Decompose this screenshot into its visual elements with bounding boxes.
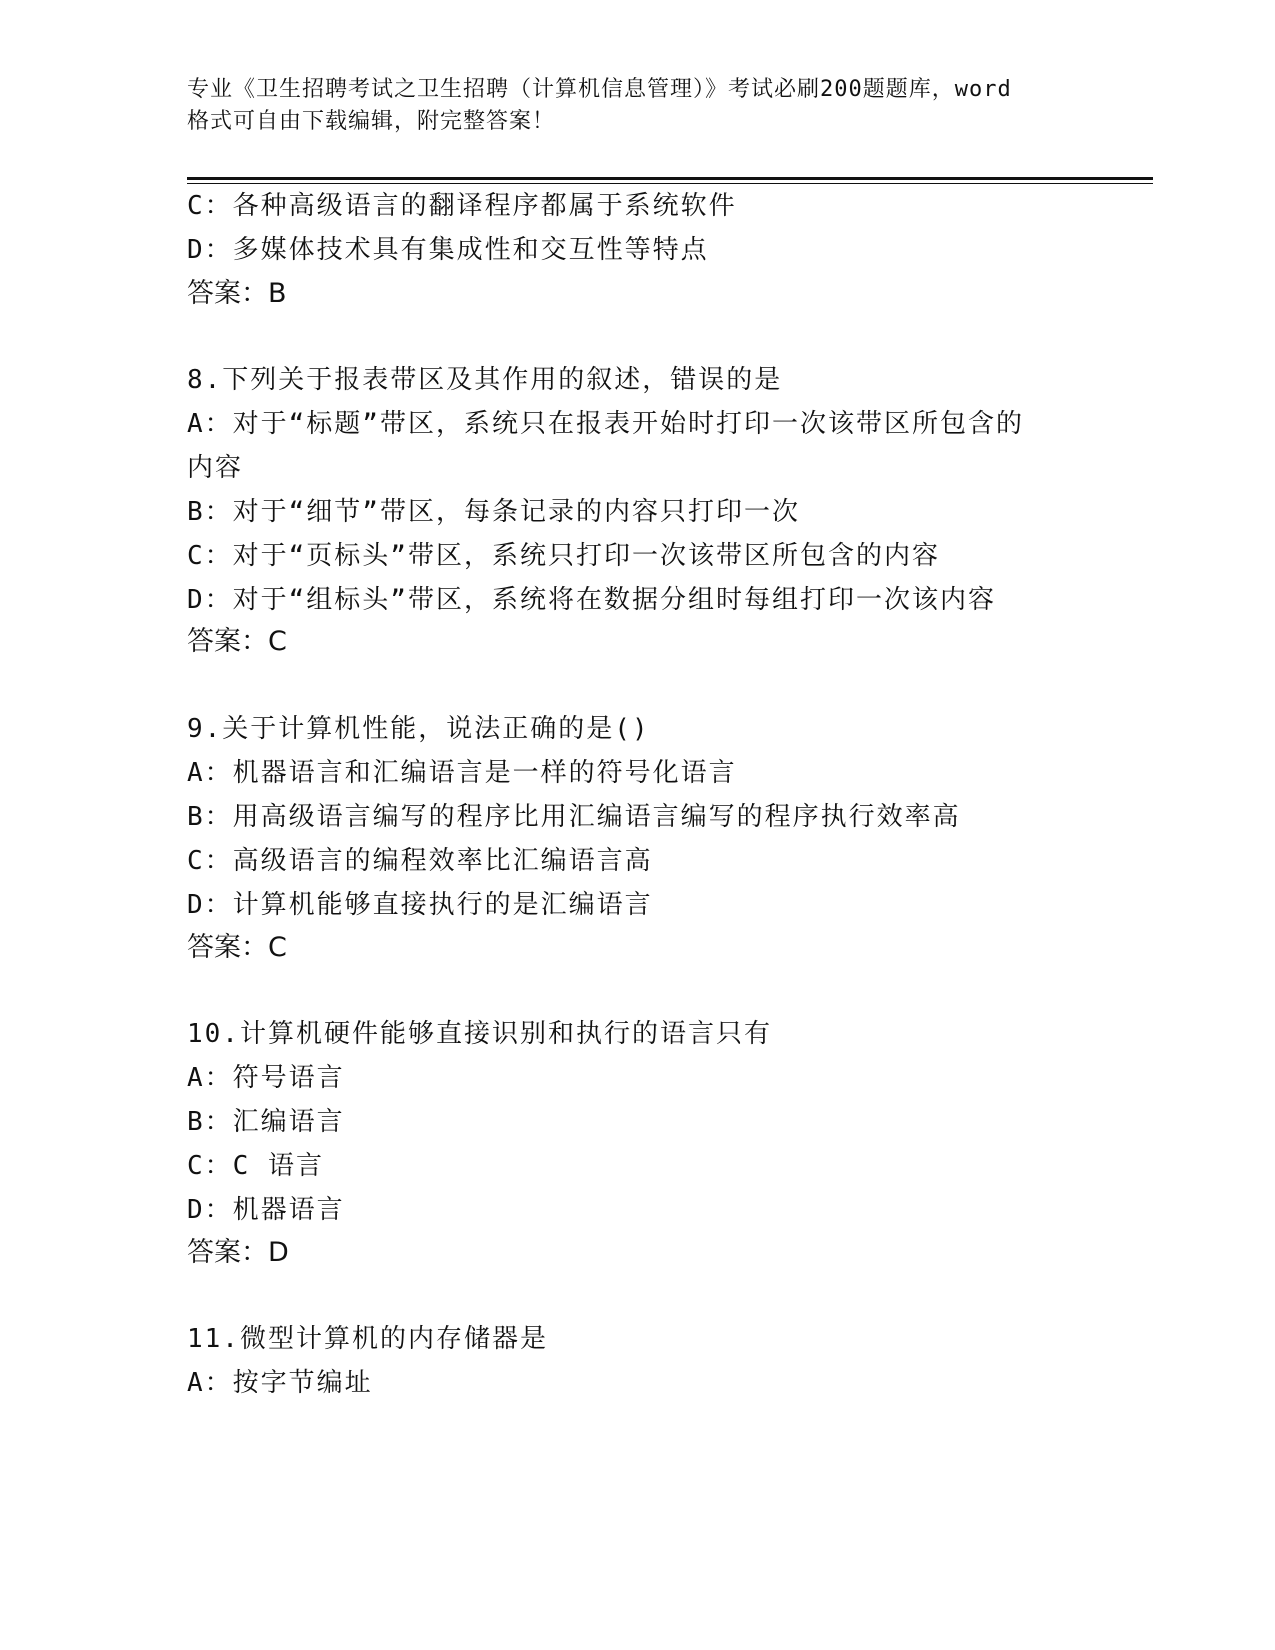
- q9-question: 9.关于计算机性能，说法正确的是(): [187, 714, 650, 744]
- q10-option-b: B：汇编语言: [187, 1107, 345, 1137]
- q8-question: 8.下列关于报表带区及其作用的叙述，错误的是: [187, 365, 783, 395]
- q7-option-c: C：各种高级语言的翻译程序都属于系统软件: [187, 191, 737, 221]
- q7-option-d: D：多媒体技术具有集成性和交互性等特点: [187, 235, 709, 265]
- header-line-1: 专业《卫生招聘考试之卫生招聘（计算机信息管理）》考试必刷200题题库，word: [187, 77, 1012, 102]
- q8-option-b: B：对于“细节”带区，每条记录的内容只打印一次: [187, 497, 800, 527]
- q8-option-c: C：对于“页标头”带区，系统只打印一次该带区所包含的内容: [187, 541, 940, 571]
- q8-answer: 答案：C: [187, 626, 287, 657]
- q10-option-c: C：C 语言: [187, 1151, 324, 1181]
- q11-question: 11.微型计算机的内存储器是: [187, 1324, 548, 1354]
- header-divider-thick: [187, 177, 1153, 180]
- q8-option-a: A：对于“标题”带区，系统只在报表开始时打印一次该带区所包含的: [187, 409, 1024, 439]
- q10-answer: 答案：D: [187, 1237, 289, 1268]
- q8-option-d: D：对于“组标头”带区，系统将在数据分组时每组打印一次该内容: [187, 585, 996, 615]
- document-header: [187, 74, 1087, 138]
- q9-option-d: D：计算机能够直接执行的是汇编语言: [187, 890, 653, 920]
- q10-option-a: A：符号语言: [187, 1063, 345, 1093]
- q8-option-a-continued: 内容: [187, 453, 244, 483]
- q9-option-c: C：高级语言的编程效率比汇编语言高: [187, 846, 653, 876]
- q9-option-b: B：用高级语言编写的程序比用汇编语言编写的程序执行效率高: [187, 802, 961, 832]
- q9-option-a: A：机器语言和汇编语言是一样的符号化语言: [187, 758, 737, 788]
- q10-option-d: D：机器语言: [187, 1195, 345, 1225]
- q9-answer: 答案：C: [187, 932, 287, 963]
- q10-question: 10.计算机硬件能够直接识别和执行的语言只有: [187, 1019, 772, 1049]
- q7-answer: 答案：B: [187, 278, 287, 309]
- header-divider-thin: [187, 183, 1153, 184]
- header-line-2: 格式可自由下载编辑，附完整答案！: [187, 109, 556, 134]
- q11-option-a: A：按字节编址: [187, 1368, 373, 1398]
